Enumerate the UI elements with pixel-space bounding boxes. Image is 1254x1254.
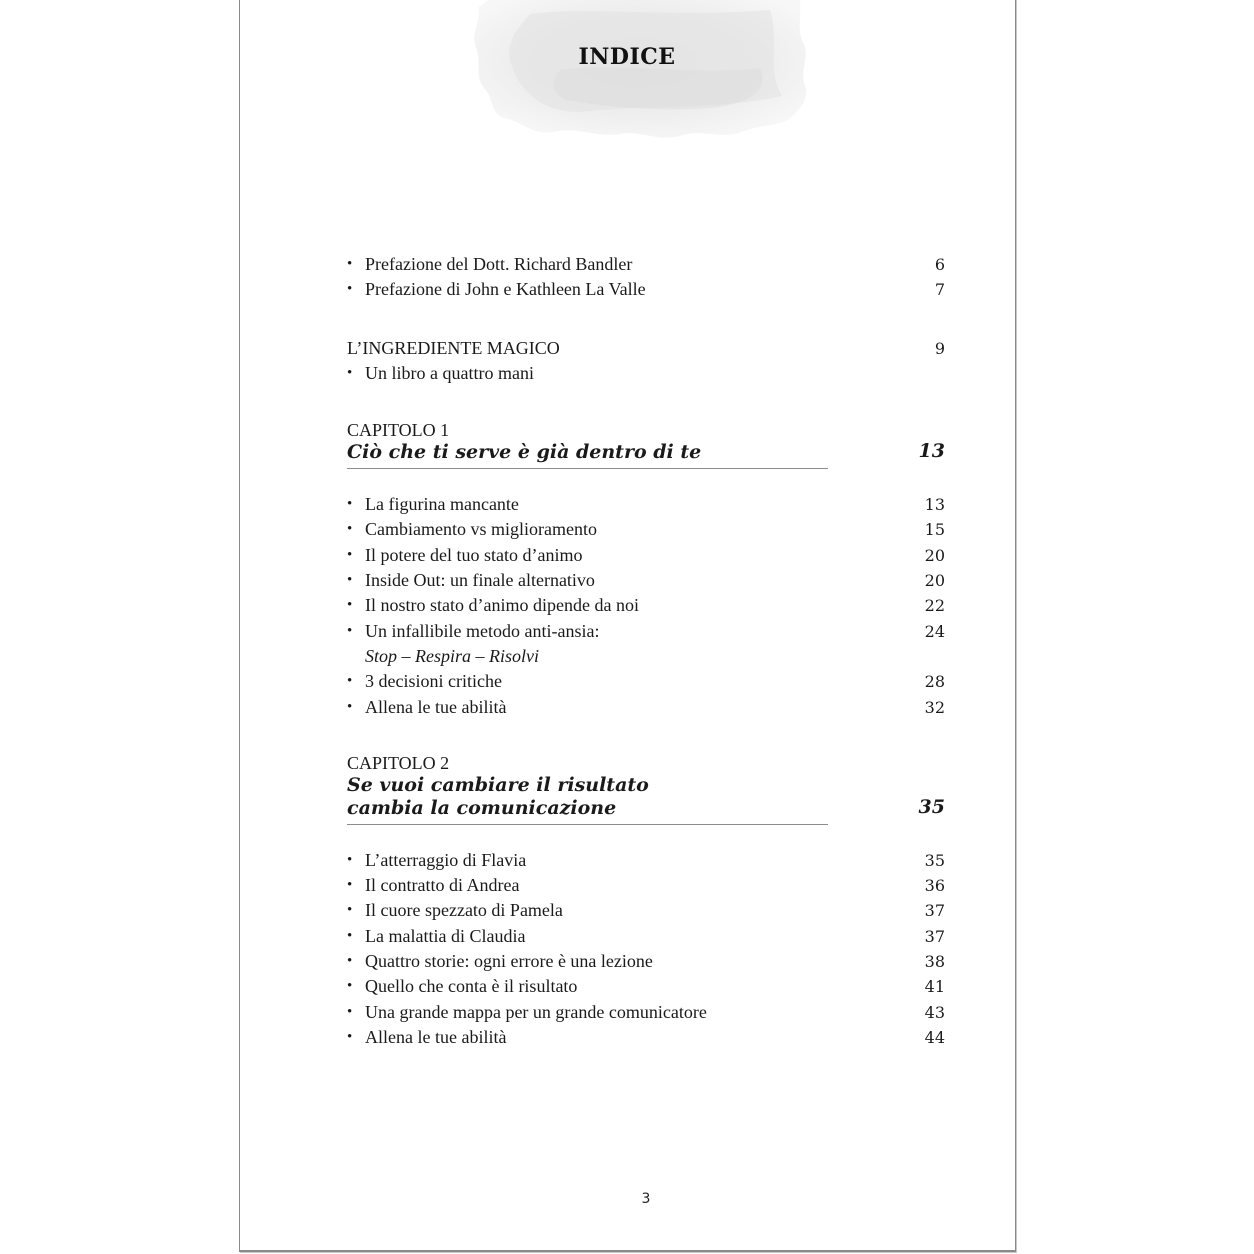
toc-entry-page: 24 bbox=[924, 621, 945, 641]
toc-entry[interactable] bbox=[347, 517, 945, 542]
chapter-2-heading[interactable] bbox=[347, 774, 945, 820]
toc-entry-label: L’atterraggio di Flavia bbox=[365, 849, 527, 870]
toc-entry-page: 28 bbox=[924, 672, 945, 692]
toc-entry-subtitle: Stop – Respira – Risolvi bbox=[365, 645, 539, 666]
toc-entry-label: La malattia di Claudia bbox=[365, 925, 526, 946]
toc-entry-page: 35 bbox=[924, 850, 945, 870]
bullet-icon: • bbox=[347, 572, 353, 589]
toc-entry-page: 43 bbox=[924, 1002, 945, 1022]
bullet-icon: • bbox=[347, 902, 353, 919]
toc-entry[interactable] bbox=[347, 568, 945, 593]
toc-entry[interactable] bbox=[347, 898, 945, 923]
bullet-icon: • bbox=[347, 978, 353, 995]
toc-entry-label: Il contratto di Andrea bbox=[365, 875, 520, 896]
spacer bbox=[347, 303, 945, 336]
toc-entry[interactable] bbox=[347, 492, 945, 517]
toc-entry-page: 41 bbox=[924, 977, 945, 997]
toc-entry[interactable] bbox=[347, 873, 945, 898]
table-of-contents bbox=[347, 252, 945, 1050]
toc-entry-label: Cambiamento vs miglioramento bbox=[365, 519, 597, 540]
page-title: INDICE bbox=[578, 44, 676, 70]
chapter-1-heading[interactable] bbox=[347, 441, 945, 464]
toc-entry-label: Una grande mappa per un grande comunicatore bbox=[365, 1001, 707, 1022]
bullet-icon: • bbox=[347, 597, 353, 614]
toc-entry-page: 37 bbox=[924, 901, 945, 921]
spacer bbox=[347, 386, 945, 419]
toc-entry-label: Quattro storie: ogni errore è una lezione bbox=[365, 951, 653, 972]
bullet-icon: • bbox=[347, 281, 353, 298]
toc-entry-label: Prefazione del Dott. Richard Bandler bbox=[365, 254, 633, 274]
bullet-icon: • bbox=[347, 673, 353, 690]
toc-entry-page: 44 bbox=[924, 1027, 945, 1047]
section-heading-label: L’INGREDIENTE MAGICO bbox=[347, 337, 560, 358]
chapter-2-divider bbox=[347, 824, 828, 825]
toc-entry[interactable] bbox=[347, 361, 945, 386]
toc-entry-label: Il cuore spezzato di Pamela bbox=[365, 900, 563, 921]
toc-entry[interactable] bbox=[347, 252, 945, 277]
bullet-icon: • bbox=[347, 698, 353, 715]
toc-entry-label: Inside Out: un finale alternativo bbox=[365, 570, 595, 591]
bullet-icon: • bbox=[347, 927, 353, 944]
toc-entry[interactable] bbox=[347, 669, 945, 694]
toc-entry-page: 6 bbox=[934, 255, 945, 274]
toc-entry[interactable] bbox=[347, 593, 945, 618]
toc-entry[interactable] bbox=[347, 277, 945, 302]
chapter-2-page: 35 bbox=[918, 795, 945, 818]
chapter-2-title-line-2: cambia la comunicazione bbox=[347, 796, 617, 819]
toc-entry[interactable] bbox=[347, 1000, 945, 1025]
toc-entry-label: Prefazione di John e Kathleen La Valle bbox=[365, 279, 646, 300]
bullet-icon: • bbox=[347, 546, 353, 563]
toc-entry-page: 20 bbox=[924, 571, 945, 591]
bullet-icon: • bbox=[347, 851, 353, 868]
toc-entry-label: Il nostro stato d’animo dipende da noi bbox=[365, 595, 639, 616]
toc-entry[interactable] bbox=[347, 949, 945, 974]
toc-entry[interactable] bbox=[347, 1025, 945, 1050]
toc-entry-page: 20 bbox=[924, 545, 945, 565]
toc-entry[interactable] bbox=[347, 619, 945, 644]
section-heading-page: 9 bbox=[934, 338, 945, 358]
bullet-icon: • bbox=[347, 496, 353, 513]
chapter-1-title: Ciò che ti serve è già dentro di te bbox=[347, 441, 702, 464]
chapter-2-kicker: CAPITOLO 2 bbox=[347, 752, 450, 773]
toc-entry-continuation[interactable] bbox=[347, 644, 945, 669]
section-heading-intro[interactable] bbox=[347, 336, 945, 361]
page-number: 3 bbox=[641, 1191, 651, 1207]
toc-entry-label: La figurina mancante bbox=[365, 494, 519, 515]
chapter-1-divider bbox=[347, 468, 828, 469]
chapter-2-title-line-1: Se vuoi cambiare il risultato bbox=[347, 773, 649, 796]
toc-entry-page: 7 bbox=[934, 280, 945, 300]
toc-entry[interactable] bbox=[347, 543, 945, 568]
toc-entry-page: 32 bbox=[924, 697, 945, 717]
watercolor-brush-decoration bbox=[470, 0, 810, 145]
toc-entry[interactable] bbox=[347, 924, 945, 949]
bullet-icon: • bbox=[347, 877, 353, 894]
bullet-icon: • bbox=[347, 521, 353, 538]
toc-entry[interactable] bbox=[347, 695, 945, 720]
toc-entry-label: Allena le tue abilità bbox=[365, 1026, 507, 1047]
bullet-icon: • bbox=[347, 953, 353, 970]
toc-entry-label: Il potere del tuo stato d’animo bbox=[365, 544, 583, 565]
bullet-icon: • bbox=[347, 364, 353, 381]
toc-entry-page: 36 bbox=[924, 876, 945, 896]
toc-entry-page: 38 bbox=[924, 952, 945, 972]
toc-entry-label: Allena le tue abilità bbox=[365, 696, 507, 717]
toc-entry-label: 3 decisioni critiche bbox=[365, 671, 502, 692]
toc-entry-label: Un infallibile metodo anti-ansia: bbox=[365, 620, 600, 641]
spacer bbox=[347, 720, 945, 752]
toc-entry-label: Quello che conta è il risultato bbox=[365, 976, 578, 997]
toc-entry-page: 13 bbox=[924, 495, 945, 515]
chapter-1-kicker: CAPITOLO 1 bbox=[347, 420, 450, 441]
chapter-1-page: 13 bbox=[918, 440, 945, 463]
bullet-icon: • bbox=[347, 1003, 353, 1020]
toc-entry[interactable] bbox=[347, 848, 945, 873]
toc-entry-page: 37 bbox=[924, 926, 945, 946]
bullet-icon: • bbox=[347, 622, 353, 639]
bullet-icon: • bbox=[347, 256, 353, 272]
bullet-icon: • bbox=[347, 1028, 353, 1045]
toc-entry-page: 15 bbox=[924, 520, 945, 540]
toc-entry-page: 22 bbox=[924, 596, 945, 616]
toc-entry[interactable] bbox=[347, 974, 945, 999]
toc-entry-label: Un libro a quattro mani bbox=[365, 362, 534, 383]
